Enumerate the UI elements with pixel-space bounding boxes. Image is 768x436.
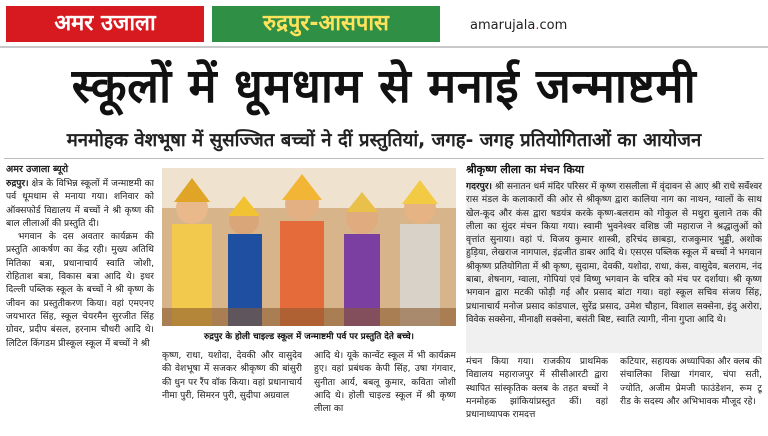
article-column-3b xyxy=(620,356,762,434)
article-column-2b xyxy=(314,350,456,434)
column-2a-text: कृष्ण, राधा, यशोदा, देवकी और वासुदेव की वेशभूषा में सजकर श्रीकृष्ण की बांसुरी की धुन पर रैंप वॉक किया। वहां प्रधानाचार्य नीमा पुरी, सिमरन पुरी, सुदीपा अग्रवाल xyxy=(162,351,302,401)
site-url-dot: . xyxy=(535,18,540,33)
newspaper-logo: अमर उजाला xyxy=(6,6,204,42)
paragraph-1-text: क्षेत्र के विभिन्न स्कूलों में जन्माष्टमी का पर्व धूमधाम से मनाया गया। शनिवार को ऑक्सफोर्ड विद्यालय में बच्चों ने श्री कृष्ण की बाल लीलाओं की प्रस्तुति दी। xyxy=(6,179,154,229)
site-url-prefix: amarujala xyxy=(470,18,536,33)
site-url xyxy=(470,14,630,38)
box-paragraph xyxy=(466,181,762,327)
box-dateline: गदरपुर। xyxy=(466,182,492,192)
column-3a-text: मंचन किया गया। राजकीय प्राथमिक विद्यालय महाराजपुर में सीसीआरटी द्वारा स्थापित सांस्कृतिक क्लब के तहत बच्चों ने मनमोहक झांकियांप्रस्तुत कीं। वहां प्रधानाध्यापक रामदत्त xyxy=(466,357,608,421)
article-column-3a xyxy=(466,356,608,434)
paragraph-1 xyxy=(6,178,154,231)
section-banner: रुद्रपुर-आसपास xyxy=(212,6,440,42)
top-divider xyxy=(0,46,768,48)
article-column-2a xyxy=(162,350,302,434)
children-costumes-photo xyxy=(162,168,456,326)
column-2b-text: आदि थे। यूके कान्वेंट स्कूल में भी कार्यक्रम हुए। वहां प्रबंधक केपी सिंह, उषा गंगवार, सुनीता आर्य, बबलू कुमार, कविता जोशी आदि थे। होली चाइल्ड स्कूल में श्री कृष्ण लीला का xyxy=(314,351,456,415)
page-headline: स्कूलों में धूमधाम से मनाई जन्माष्टमी xyxy=(71,59,697,114)
article-column-1 xyxy=(6,178,154,434)
dateline: रुद्रपुर। xyxy=(6,179,29,189)
byline: अमर उजाला ब्यूरो xyxy=(6,164,69,175)
column-3b-text: कटियार, सहायक अध्यापिका और क्लब की संचालिका शिखा गंगवार, चंपा सती, ज्योति, अजीम प्रेमजी फाउंडेशन, रूम टू रीड के सदस्य और अभिभावक मौजूद रहे। xyxy=(620,357,762,407)
photo-caption: रुद्रपुर के होली चाइल्ड स्कूल में जन्माष्टमी पर्व पर प्रस्तुति देते बच्चे। xyxy=(204,332,414,342)
headline-divider xyxy=(4,158,764,159)
box-heading: श्रीकृष्ण लीला का मंचन किया xyxy=(466,163,585,176)
box-text: श्री सनातन धर्म मंदिर परिसर में कृष्ण रासलीला में वृंदावन से आए श्री राधे सर्वेश्वर रास मंडल के कलाकारों की ओर से श्रीकृष्ण द्वारा कालिया नाग का नाथन, ग्वालों के साथ खेल-कूद और कंस द्वारा षडयंत्र करके कृष्ण-बलराम को गोकुल से मथुरा बुलाने तक की लीला का सुंदर मंचन किया गया। स्वामी भुवनेश्वर वशिष्ठ जी महाराज ने श्रद्धालुओं को वृत्तांत सुनाया। वहां पं. विजय कुमार शास्त्री, हरिचंद छाबड़ा, राजकुमार भुड्डी, अशोक हुड़िया, लेखराज नागपाल, इंद्रजीत डाबर आदि थे। एसएस पब्लिक स्कूल में बच्चों ने भगवान श्रीकृष्ण प्रतियोगिता में श्री कृष्ण, सुदामा, देवकी, यशोदा, राधा, कंस, वासुदेव, बलराम, नंद बाबा, शेषनाग, ग्वाला, गोपियां एवं विष्णु भगवान के चरित्र को मंच पर दर्शाया। श्री कृष्ण भगवान द्वारा मटकी फोड़ी गई और प्रसाद बांटा गया। वहां स्कूल सचिव संजय सिंह, प्रधानाचार्य मनोज प्रसाद कांडपाल, सुरेंद्र प्रसाद, उमेश चौहान, विशाल सक्सेना, इंदु अरोरा, विवेक सक्सेना, मीनाक्षी सक्सेना, बसंती बिष्ट, स्वाति त्यागी, नीना गुप्ता आदि थे। xyxy=(466,182,762,325)
sub-headline: मनमोहक वेशभूषा में सुसज्जित बच्चों ने दीं प्रस्तुतियां, जगह- जगह प्रतियोगिताओं का आयोजन xyxy=(66,130,702,151)
site-url-suffix: com xyxy=(539,18,568,33)
paragraph-2: भगवान के दस अवतार कार्यक्रम की प्रस्तुति आकर्षण का केंद्र रही। मुख्य अतिथि मितिका बत्रा, प्रधानाचार्य स्वाति जोशी, रोहिताश बत्रा, विकास बत्रा आदि थे। इधर दिल्ली पब्लिक स्कूल के बच्चों ने श्री कृष्ण के जीवन का प्रस्तुतीकरण किया। वहां एमएनए जयभारत सिंह, स्कूल चेयरमैन सुरजीत सिंह ग्रोवर, प्रदीप बंसल, हरनाम चौधरी आदि थे। लिटिल किंगडम प्रीस्कूल स्कूल में बच्चों ने श्री xyxy=(6,232,154,349)
box-article xyxy=(466,181,762,353)
article-photo xyxy=(162,168,456,326)
